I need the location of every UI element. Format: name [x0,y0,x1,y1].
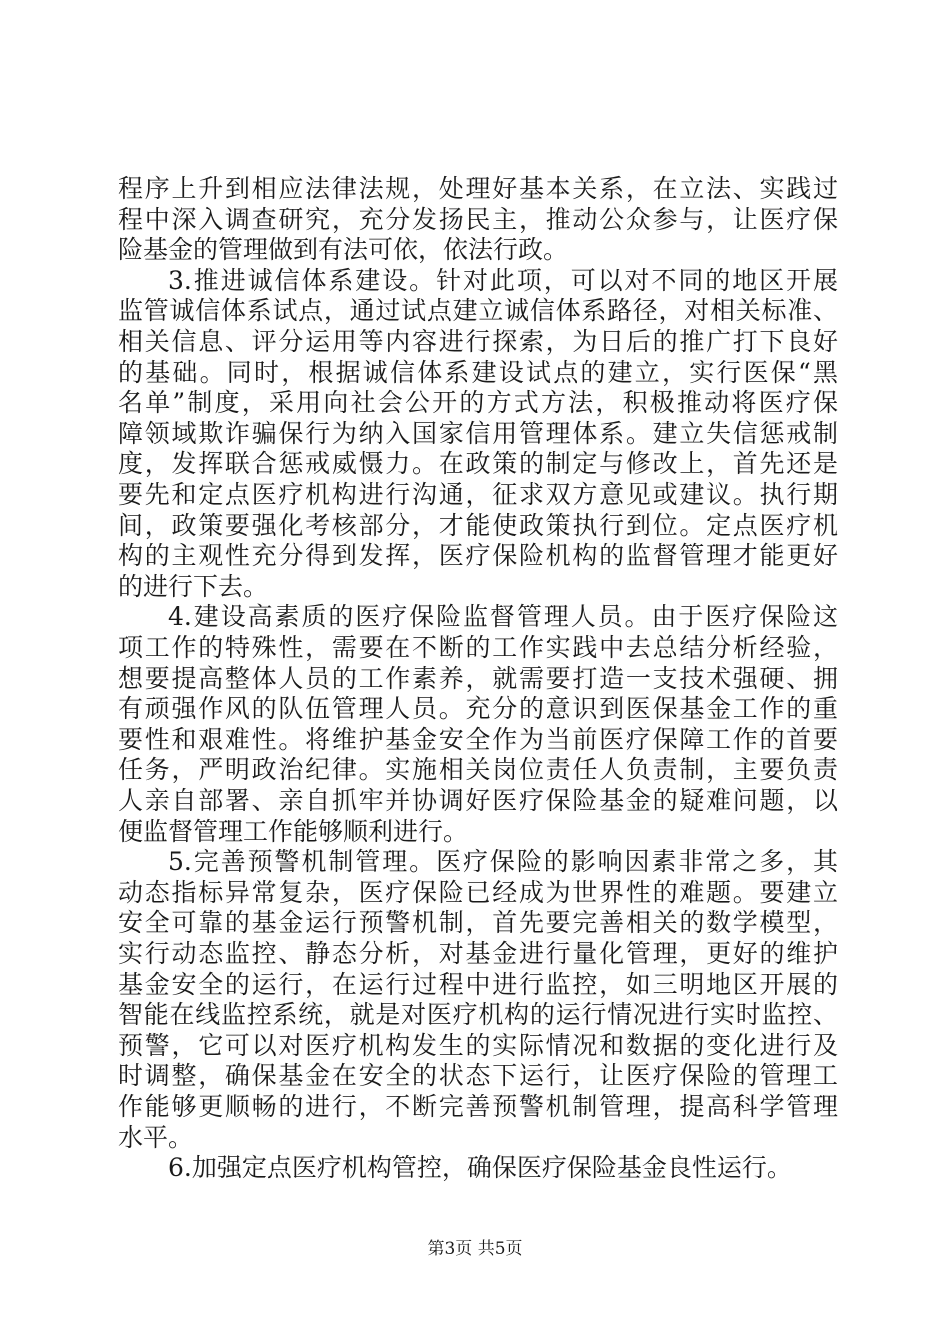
paragraph-5-first-line: 5.完善预警机制管理。医疗保险的影响因素非常之多，其 [168,847,838,877]
paragraph-4-first-line: 4.建设高素质的医疗保险监督管理人员。由于医疗保险这 [168,602,838,632]
text-line: 要性和艰难性。将维护基金安全作为当前医疗保障工作的首要 [118,724,838,754]
text-line: 动态指标异常复杂，医疗保险已经成为世界性的难题。要建立 [118,877,838,907]
text-line: 时调整，确保基金在安全的状态下运行，让医疗保险的管理工 [118,1061,838,1091]
text-line: 相关信息、评分运用等内容进行探索，为日后的推广打下良好 [118,327,838,356]
text-line: 险基金的管理做到有法可依，依法行政。 [118,235,569,265]
text-line: 的进行下去。 [118,571,269,601]
page-number-footer: 第3页 共5页 [427,1239,523,1259]
text-line: 的基础。同时，根据诚信体系建设试点的建立，实行医保“黑 [118,357,838,387]
text-line: 要先和定点医疗机构进行沟通，征求双方意见或建议。执行期 [118,480,838,509]
text-line: 程中深入调查研究，充分发扬民主，推动公众参与，让医疗保 [118,204,838,234]
text-line: 水平。 [118,1122,194,1152]
text-line: 项工作的特殊性，需要在不断的工作实践中去总结分析经验， [118,633,838,662]
text-line: 度，发挥联合惩戒威慑力。在政策的制定与修改上，首先还是 [118,449,838,479]
text-line: 实行动态监控、静态分析，对基金进行量化管理，更好的维护 [118,939,838,968]
text-line: 预警，它可以对医疗机构发生的实际情况和数据的变化进行及 [118,1030,838,1060]
text-line: 安全可靠的基金运行预警机制，首先要完善相关的数学模型， [118,908,838,938]
text-line: 监管诚信体系试点，通过试点建立诚信体系路径，对相关标准、 [118,296,838,326]
paragraph-6-first-line: 6.加强定点医疗机构管控，确保医疗保险基金良性运行。 [168,1153,792,1183]
text-line: 任务，严明政治纪律。实施相关岗位责任人负责制，主要负责 [118,755,838,785]
text-line: 想要提高整体人员的工作素养，就需要打造一支技术强硬、拥 [118,663,838,693]
text-line: 构的主观性充分得到发挥，医疗保险机构的监督管理才能更好 [118,541,838,571]
paragraph-3-first-line: 3.推进诚信体系建设。针对此项，可以对不同的地区开展 [168,265,838,295]
text-line: 人亲自部署、亲自抓牢并协调好医疗保险基金的疑难问题，以 [118,786,838,815]
text-line: 智能在线监控系统，就是对医疗机构的运行情况进行实时监控、 [118,1000,838,1030]
text-line: 作能够更顺畅的进行，不断完善预警机制管理，提高科学管理 [118,1092,838,1121]
text-line: 间，政策要强化考核部分，才能使政策执行到位。定点医疗机 [118,510,838,540]
text-line: 有顽强作风的队伍管理人员。充分的意识到医保基金工作的重 [118,694,838,724]
text-line: 名单”制度，采用向社会公开的方式方法，积极推动将医疗保 [118,388,838,418]
text-line: 程序上升到相应法律法规，处理好基本关系，在立法、实践过 [118,174,838,203]
text-line: 便监督管理工作能够顺利进行。 [118,816,469,846]
text-line: 障领域欺诈骗保行为纳入国家信用管理体系。建立失信惩戒制 [118,418,838,448]
text-line: 基金安全的运行，在运行过程中进行监控，如三明地区开展的 [118,969,838,999]
